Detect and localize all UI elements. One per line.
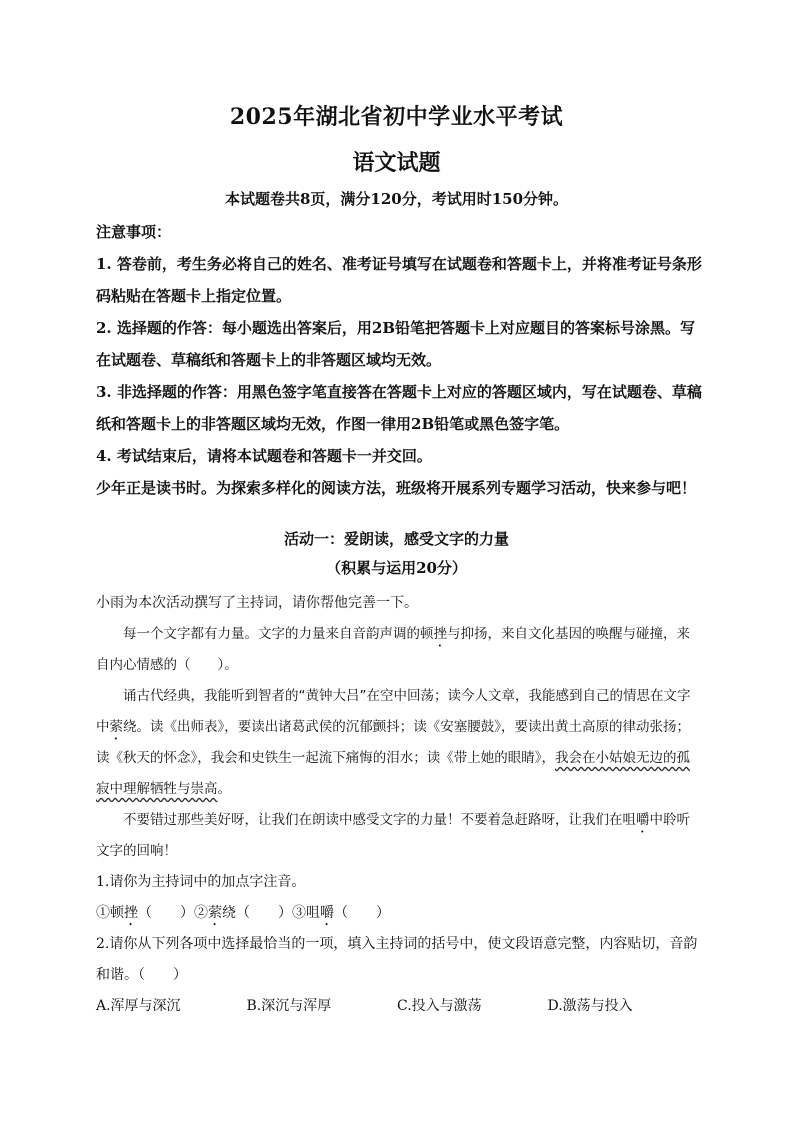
exam-subtitle: 语文试题 xyxy=(352,150,441,176)
host-paragraph-2 xyxy=(96,681,698,805)
q1-item3-blank[interactable]: （ ） xyxy=(334,905,390,921)
instruction-text: 小雨为本次活动撰写了主持词，请你帮他完善一下。 xyxy=(96,595,418,611)
option-a[interactable]: A.浑厚与深沉 xyxy=(96,998,181,1014)
q1-item2-dotted: 萦 xyxy=(208,905,222,921)
notice-lead: 少年正是读书时。为探索多样化的阅读方法，班级将开展系列专题学习活动，快来参与吧！ xyxy=(96,479,697,497)
para1-text-b: 与抑扬，来自文化基因的唤醒与碰撞，来自内心情感的（ ）。 xyxy=(96,626,690,673)
para1-dotted-char: 挫 xyxy=(433,626,447,642)
q1-item1-blank[interactable]: （ ） xyxy=(138,905,194,921)
para2-wavy-underline: 我会在小姑娘无边的孤寂中理解牺牲与崇高 xyxy=(96,750,690,797)
notice-heading: 注意事项： xyxy=(96,223,172,241)
para2-text-a: 诵古代经典，我能听到智者的“黄钟大吕”在空中回荡；读今人文章，我能感到自己的情思在文字中 xyxy=(96,688,691,735)
host-paragraph-3 xyxy=(96,805,698,867)
activity-subtitle: （积累与运用20分） xyxy=(326,559,467,577)
para3-text-b: 中聆听文字的回响！ xyxy=(96,812,690,859)
notice-item-4: 4. 考试结束后，请将本试题卷和答题卡一并交回。 xyxy=(96,447,432,465)
para2-text-c: 。 xyxy=(217,781,231,797)
question-2: 2.请你从下列各项中选择最恰当的一项，填入主持词的括号中，使文段语意完整，内容贴切，音韵和谐。（ ） xyxy=(96,936,698,983)
option-c[interactable]: C.投入与激荡 xyxy=(397,998,482,1014)
notice-section xyxy=(96,216,706,504)
para3-dotted-char: 嚼 xyxy=(636,812,650,828)
q1-item1-dotted: 挫 xyxy=(124,905,138,921)
activity-title: 活动一：爱朗读，感受文字的力量 xyxy=(283,530,509,548)
q1-item1-text: ①顿 xyxy=(96,905,124,921)
option-d[interactable]: D.激荡与投入 xyxy=(547,998,633,1014)
exam-intro: 本试题卷共8页，满分120分，考试用时150分钟。 xyxy=(224,190,569,208)
notice-item-1: 1. 答卷前，考生务必将自己的姓名、准考证号填写在试题卷和答题卡上，并将准考证号条形码粘贴在答题卡上指定位置。 xyxy=(96,255,702,305)
para2-dotted-char: 萦 xyxy=(109,719,123,735)
q1-item2-text: ② xyxy=(194,905,208,921)
para3-text-a: 不要错过那些美好呀，让我们在朗读中感受文字的力量！不要着急赶路呀，让我们在咀 xyxy=(123,812,636,828)
activity-body xyxy=(96,588,698,1022)
notice-item-3: 3. 非选择题的作答：用黑色签字笔直接答在答题卡上对应的答题区域内，写在试题卷、草稿纸和答题卡上的非答题区域均无效，作图一律用2B铅笔或黑色签字笔。 xyxy=(96,383,702,433)
question-1: 1.请你为主持词中的加点字注音。 xyxy=(96,874,306,890)
notice-item-2: 2. 选择题的作答：每小题选出答案后，用2B铅笔把答题卡上对应题目的答案标号涂黑。写在试题卷、草稿纸和答题卡上的非答题区域均无效。 xyxy=(96,319,696,369)
para2-text-b: 绕。读《出师表》，要读出诸葛武侯的沉郁颤抖；读《安塞腰鼓》，要读出黄土高原的律动张扬；读《秋天的怀念》，我会和史铁生一起流下痛悔的泪水；读《带上她的眼睛》， xyxy=(96,719,690,766)
q1-item3-text: ③咀 xyxy=(292,905,320,921)
question-2-options xyxy=(96,991,698,1022)
q1-item3-dotted: 嚼 xyxy=(320,905,334,921)
option-b[interactable]: B.深沉与浑厚 xyxy=(246,998,332,1014)
exam-title: 2025年湖北省初中学业水平考试 xyxy=(229,104,564,130)
para1-text-a: 每一个文字都有力量。文字的力量来自音韵声调的顿 xyxy=(123,626,434,642)
host-paragraph-1 xyxy=(96,619,698,681)
question-1-items xyxy=(96,898,698,929)
q1-item2-blank[interactable]: 绕（ ） xyxy=(222,905,292,921)
